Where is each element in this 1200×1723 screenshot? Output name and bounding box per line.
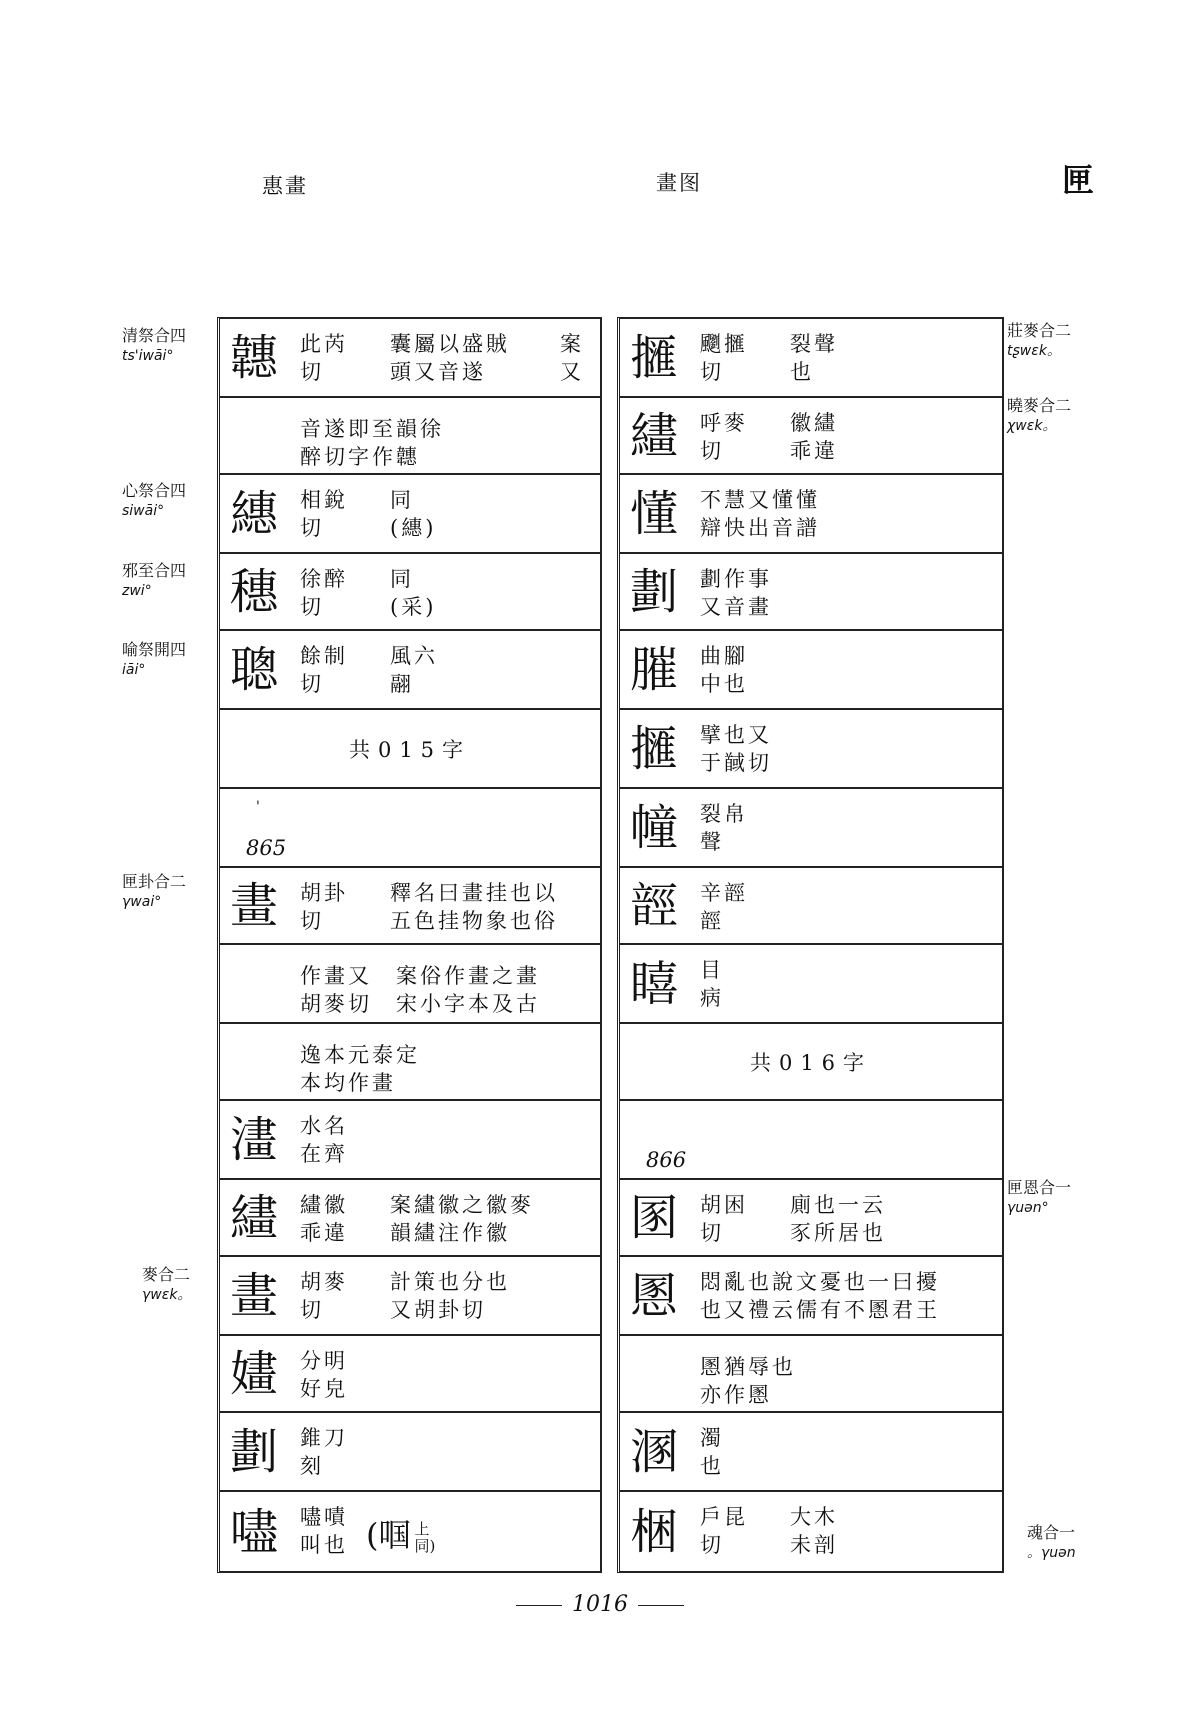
- entry-row: [220, 1336, 600, 1413]
- gloss-line: 相銳: [300, 488, 348, 512]
- note-gloss: [560, 330, 584, 386]
- entry-row: [620, 319, 1002, 398]
- entry-row: [620, 868, 1002, 945]
- gloss-line: 案: [560, 332, 584, 356]
- fanqie-gloss: [700, 486, 820, 542]
- variant-character: (啯: [366, 1516, 411, 1554]
- variant-subscript-line: 同): [414, 1536, 436, 1555]
- rhyme-class: 邪至合四: [122, 561, 187, 580]
- gloss-line: 大木: [790, 1505, 838, 1529]
- fanqie-gloss: [300, 1347, 348, 1403]
- rhyme-class: 莊麥合二: [1007, 321, 1072, 340]
- rhyme-class: 匣卦合二: [122, 872, 187, 891]
- gloss-line: 䬟擓: [700, 332, 748, 356]
- gloss-line: 醉切字作韢: [300, 445, 420, 469]
- fanqie-gloss: [700, 800, 748, 856]
- gloss-line: 于馘切: [700, 751, 772, 775]
- entry-row: [620, 945, 1002, 1024]
- fanqie-gloss: [300, 1503, 348, 1559]
- definition-gloss: [390, 642, 438, 698]
- gloss-line: 繣徽: [300, 1193, 348, 1217]
- head-character: 澅: [230, 1111, 279, 1168]
- phonology-note: [142, 1265, 242, 1305]
- head-character: 膗: [630, 641, 679, 698]
- gloss-line: 又音畫: [700, 595, 772, 619]
- gloss-line: 擘也又: [700, 723, 772, 747]
- gloss-line: 嚍嘖: [300, 1505, 348, 1529]
- page-folio: [0, 1592, 1200, 1617]
- head-character: 擓: [630, 329, 679, 386]
- fanqie-gloss: [300, 1112, 348, 1168]
- gloss-line: 作畫又 案俗作畫之畫: [300, 964, 540, 988]
- entry-row: [220, 868, 600, 945]
- gloss-line: 辛䪫: [700, 881, 748, 905]
- rhyme-class: 清祭合四: [122, 326, 187, 345]
- definition-gloss: [390, 330, 510, 386]
- phonetic-value: γuən°: [1007, 1200, 1049, 1216]
- head-character: 擓: [630, 720, 679, 777]
- fanqie-gloss: [700, 565, 772, 621]
- gloss-line: 呼麥: [700, 411, 748, 435]
- entry-row: [220, 475, 600, 554]
- gloss-line: 風六: [390, 644, 438, 668]
- phonetic-value: 。γuən: [1027, 1545, 1076, 1561]
- gloss-line: 水名: [300, 1114, 348, 1138]
- continuation-row: [220, 945, 600, 1024]
- fanqie-gloss: [700, 1191, 748, 1247]
- gloss-line: 逸本元泰定: [300, 1043, 420, 1067]
- section-row: [620, 1101, 1002, 1180]
- head-character: 劃: [230, 1423, 279, 1480]
- gloss-line: 䪫: [700, 909, 724, 933]
- gloss-line: (繐): [390, 516, 437, 540]
- gloss-line: 囊屬以盛賊: [390, 332, 510, 356]
- gloss-line: 辯快出音譜: [700, 516, 820, 540]
- gloss-line: 好皃: [300, 1377, 348, 1401]
- phonology-note: [1027, 1523, 1127, 1563]
- gloss-line: 徐醉: [300, 567, 348, 591]
- rhyme-class: 曉麥合二: [1007, 396, 1072, 415]
- gloss-line: 同: [390, 488, 414, 512]
- section-row: [220, 789, 600, 868]
- continuation-row: [620, 1336, 1002, 1413]
- variant-subscript-line: 上: [414, 1519, 430, 1538]
- fanqie-gloss: [700, 1268, 940, 1324]
- header-corner: 匣: [1062, 161, 1095, 199]
- section-number: 866: [646, 1148, 687, 1172]
- gloss-line: 切: [700, 360, 724, 384]
- fanqie-gloss: [700, 1424, 724, 1480]
- gloss-line: 翮: [390, 672, 414, 696]
- gloss-line: 也: [700, 1454, 724, 1478]
- gloss-line: 胡困: [700, 1193, 748, 1217]
- continuation-gloss: [300, 1041, 420, 1097]
- entry-row: [620, 710, 1002, 789]
- rhyme-class: 匣恩合一: [1007, 1178, 1072, 1197]
- definition-gloss: [390, 565, 436, 621]
- gloss-line: 豕所居也: [790, 1221, 886, 1245]
- phonology-note: [122, 640, 222, 680]
- gloss-line: 本均作畫: [300, 1071, 396, 1095]
- gloss-line: 廁也一云: [790, 1193, 886, 1217]
- gloss-line: 慁猶辱也: [700, 1355, 796, 1379]
- entry-row: [620, 789, 1002, 868]
- page-number: 1016: [572, 1592, 628, 1617]
- entry-row: [620, 631, 1002, 710]
- phonetic-value: zwi°: [122, 583, 152, 599]
- definition-gloss: [390, 879, 558, 935]
- phonetic-value: χwɛk。: [1007, 418, 1057, 434]
- fanqie-gloss: [300, 879, 348, 935]
- entry-row: [220, 319, 600, 398]
- head-character: 韢: [230, 329, 279, 386]
- gloss-line: 錐刀: [300, 1426, 348, 1450]
- phonetic-value: γwɛk。: [142, 1287, 192, 1303]
- section-number: 865: [246, 836, 287, 860]
- entry-row: [620, 1180, 1002, 1257]
- gloss-line: 音遂即至韻徐: [300, 417, 444, 441]
- gloss-line: 又胡卦切: [390, 1298, 486, 1322]
- phonology-note: [1007, 396, 1107, 436]
- rhyme-class: 喻祭開四: [122, 640, 187, 659]
- entry-row: [620, 554, 1002, 631]
- phonology-note: [122, 481, 222, 521]
- fanqie-gloss: [300, 565, 348, 621]
- gloss-line: 切: [700, 439, 724, 463]
- head-character: 畫: [230, 877, 279, 934]
- left-column: [217, 317, 602, 1573]
- head-character: 圂: [630, 1189, 679, 1246]
- continuation-gloss: [300, 415, 444, 471]
- continuation-row: [220, 398, 600, 475]
- head-character: 繣: [230, 1189, 279, 1246]
- entry-row: [220, 1492, 600, 1571]
- character-count: 共016字: [749, 1050, 873, 1075]
- header-center: 畫图: [656, 171, 702, 195]
- head-character: 畫: [230, 1267, 279, 1324]
- head-character: 瞦: [630, 955, 679, 1012]
- definition-gloss: [390, 486, 436, 542]
- definition-gloss: [390, 1268, 510, 1324]
- gloss-line: 不慧又懂懂: [700, 488, 820, 512]
- head-character: 繐: [230, 485, 279, 542]
- gloss-line: 劃作事: [700, 567, 772, 591]
- head-character: 聰: [230, 641, 279, 698]
- gloss-line: 悶亂也說文憂也一曰擾: [700, 1270, 940, 1294]
- entry-row: [620, 1413, 1002, 1492]
- gloss-line: 胡麥切 宋小字本及古: [300, 992, 540, 1016]
- phonetic-value: tʂwɛk。: [1007, 343, 1061, 359]
- entry-row: [220, 631, 600, 710]
- fanqie-gloss: [700, 642, 748, 698]
- fanqie-gloss: [700, 409, 748, 465]
- gloss-line: 又: [560, 360, 584, 384]
- entry-row: [220, 1180, 600, 1257]
- phonology-note: [1007, 1178, 1107, 1218]
- phonology-note: [122, 326, 222, 366]
- gloss-line: 五色挂物象也俗: [390, 909, 558, 933]
- gloss-line: 頭又音遂: [390, 360, 486, 384]
- phonetic-value: siwāi°: [122, 503, 165, 519]
- gloss-line: 釋名曰畫挂也以: [390, 881, 558, 905]
- continuation-gloss: [700, 1353, 796, 1409]
- gloss-line: 乖違: [300, 1221, 348, 1245]
- head-character: 嚍: [230, 1503, 279, 1560]
- head-character: 繣: [630, 407, 679, 464]
- fanqie-gloss: [300, 1268, 348, 1324]
- entry-row: [620, 475, 1002, 554]
- continuation-gloss: [300, 962, 540, 1018]
- gloss-line: 切: [300, 1298, 324, 1322]
- fanqie-gloss: [700, 1503, 748, 1559]
- entry-row: [220, 1101, 600, 1180]
- entry-row: [620, 398, 1002, 475]
- gloss-line: 切: [300, 672, 324, 696]
- head-character: 懂: [630, 485, 679, 542]
- gloss-line: 裂帛: [700, 802, 748, 826]
- entry-row: [620, 1492, 1002, 1571]
- fanqie-gloss: [300, 486, 348, 542]
- entry-row: [220, 1413, 600, 1492]
- head-character: 慁: [630, 1267, 679, 1324]
- total-row: [220, 710, 600, 789]
- gloss-line: 切: [300, 360, 324, 384]
- fanqie-gloss: [300, 1191, 348, 1247]
- entry-row: [220, 554, 600, 631]
- total-row: [620, 1024, 1002, 1101]
- variant-note: [366, 1510, 435, 1556]
- gloss-line: 叫也: [300, 1533, 348, 1557]
- gloss-line: 韻繣注作徽: [390, 1221, 510, 1245]
- head-character: 嫿: [230, 1345, 279, 1402]
- character-count: 共015字: [348, 737, 472, 762]
- continuation-row: [220, 1024, 600, 1101]
- fanqie-gloss: [300, 642, 348, 698]
- gloss-line: 戶昆: [700, 1505, 748, 1529]
- gloss-line: 切: [300, 909, 324, 933]
- phonetic-value: iāi°: [122, 662, 146, 678]
- entry-row: [620, 1257, 1002, 1336]
- definition-gloss: [790, 330, 838, 386]
- gloss-line: 濁: [700, 1426, 724, 1450]
- phonology-note: [1007, 321, 1107, 361]
- rhyme-class: 魂合一: [1027, 1523, 1076, 1542]
- rhyme-class: 麥合二: [142, 1265, 191, 1284]
- mark: ': [256, 799, 260, 815]
- gloss-line: 乖違: [790, 439, 838, 463]
- gloss-line: 也又禮云儒有不慁君王: [700, 1298, 940, 1322]
- gloss-line: 切: [300, 516, 324, 540]
- phonetic-value: γwai°: [122, 894, 162, 910]
- fanqie-gloss: [300, 1424, 348, 1480]
- phonetic-value: ts'iwāi°: [122, 348, 174, 364]
- gloss-line: 此芮: [300, 332, 348, 356]
- rhyme-class: 心祭合四: [122, 481, 187, 500]
- gloss-line: 曲腳: [700, 644, 748, 668]
- gloss-line: 在齊: [300, 1142, 348, 1166]
- gloss-line: 未剖: [790, 1533, 838, 1557]
- gloss-line: (采): [390, 595, 437, 619]
- gloss-line: 亦作慁: [700, 1383, 772, 1407]
- gloss-line: 計策也分也: [390, 1270, 510, 1294]
- gloss-line: 胡麥: [300, 1270, 348, 1294]
- header-left: 惠畫: [262, 174, 308, 198]
- definition-gloss: [790, 1191, 886, 1247]
- gloss-line: 切: [300, 595, 324, 619]
- right-column: [617, 317, 1004, 1573]
- fanqie-gloss: [700, 956, 724, 1012]
- gloss-line: 刻: [300, 1454, 324, 1478]
- gloss-line: 同: [390, 567, 414, 591]
- gloss-line: 目: [700, 958, 724, 982]
- gloss-line: 也: [790, 360, 814, 384]
- fanqie-gloss: [700, 330, 748, 386]
- gloss-line: 切: [700, 1221, 724, 1245]
- fanqie-gloss: [300, 330, 348, 386]
- head-character: 䪫: [630, 877, 679, 934]
- phonology-note: [122, 561, 222, 601]
- variant-subscript: [415, 1521, 436, 1555]
- gloss-line: 餘制: [300, 644, 348, 668]
- head-character: 穗: [230, 563, 279, 620]
- gloss-line: 聲: [700, 830, 724, 854]
- head-character: 溷: [630, 1423, 679, 1480]
- gloss-line: 分明: [300, 1349, 348, 1373]
- gloss-line: 裂聲: [790, 332, 838, 356]
- definition-gloss: [790, 1503, 838, 1559]
- gloss-line: 胡卦: [300, 881, 348, 905]
- entry-row: [220, 1257, 600, 1336]
- gloss-line: 中也: [700, 672, 748, 696]
- definition-gloss: [790, 409, 838, 465]
- gloss-line: 案繣徽之徽麥: [390, 1193, 534, 1217]
- fanqie-gloss: [700, 721, 772, 777]
- phonology-note: [122, 872, 222, 912]
- head-character: 梱: [630, 1503, 679, 1560]
- definition-gloss: [390, 1191, 534, 1247]
- head-character: 劃: [630, 563, 679, 620]
- gloss-line: 徽繣: [790, 411, 838, 435]
- gloss-line: 切: [700, 1533, 724, 1557]
- gloss-line: 病: [700, 986, 724, 1010]
- head-character: 幢: [630, 799, 679, 856]
- fanqie-gloss: [700, 879, 748, 935]
